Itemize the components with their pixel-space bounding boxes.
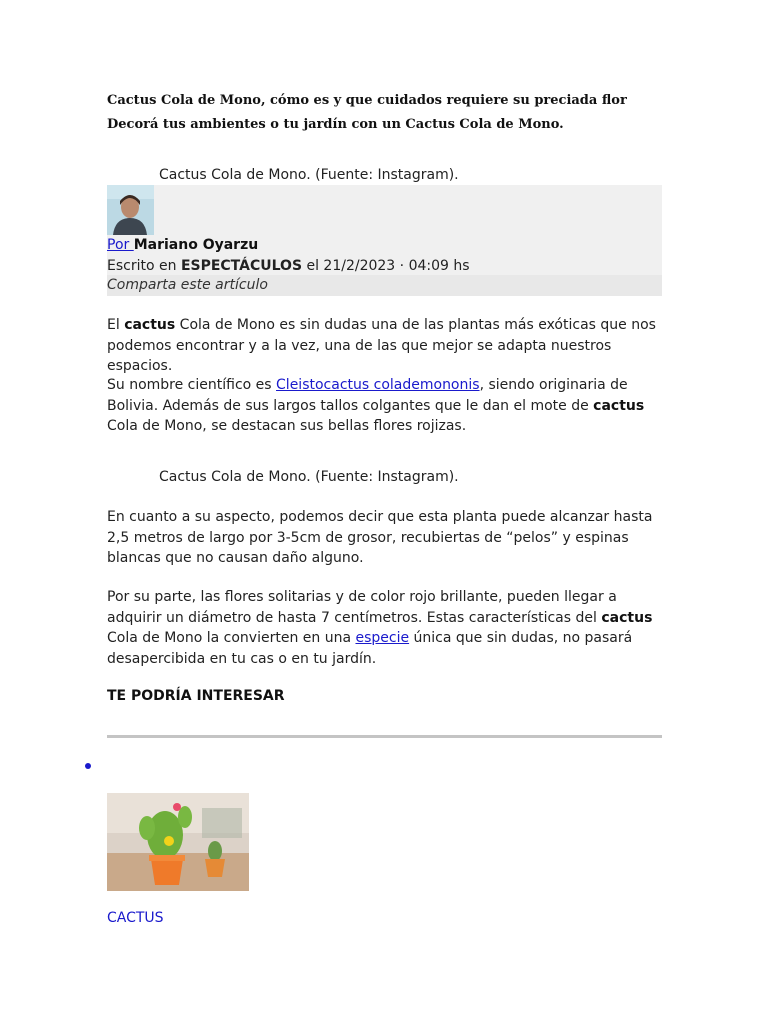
paragraph-3: En cuanto a su aspecto, podemos decir que esta planta puede alcanzar hasta 2,5 metros de largo por 3-5cm de grosor, recubiertas de “pelos” y espinas blancas que no causan daño alguno.	[107, 509, 653, 566]
author-byline	[107, 237, 258, 253]
p1-text-c: Cola de Mono es sin dudas una de las plantas más exóticas que nos podemos encontrar y a la vez, una de las que mejor se adapta nuestros espacios.	[107, 317, 656, 374]
divider	[107, 735, 662, 738]
related-thumbnail[interactable]	[107, 793, 249, 891]
publish-date: el 21/2/2023 · 04:09 hs	[302, 258, 470, 274]
share-article-label[interactable]: Comparta este artículo	[107, 275, 662, 296]
paragraph-4	[107, 587, 667, 669]
author-name: Mariano Oyarzu	[133, 237, 259, 253]
paragraph-1	[107, 315, 667, 377]
p4-bold: cactus	[601, 609, 653, 626]
author-by-link[interactable]: Por	[107, 237, 134, 253]
related-item-link[interactable]: CACTUS	[107, 910, 164, 926]
author-avatar[interactable]	[107, 185, 154, 235]
p4-text-a: Por su parte, las flores solitarias y de color rojo brillante, pueden llegar a adquirir un diámetro de hasta 7 centímetros. Estas características del	[107, 589, 617, 626]
p2-text-a: Su nombre científico es	[107, 377, 277, 393]
p1-bold: cactus	[124, 317, 176, 333]
written-prefix: Escrito en	[107, 258, 181, 274]
image-caption-2: Cactus Cola de Mono. (Fuente: Instagram).	[159, 469, 459, 485]
especie-link[interactable]: especie	[355, 630, 410, 646]
p2-text-b: , siendo originaria de Bolivia. Además de sus largos tallos colgantes que le dan el mote de	[107, 377, 628, 414]
related-heading: TE PODRÍA INTERESAR	[107, 688, 285, 704]
paragraph-2	[107, 375, 667, 437]
p2-bold: cactus	[593, 397, 645, 414]
p1-text-a: El	[107, 317, 125, 333]
scientific-name-link[interactable]: Cleistocactus colademononis	[276, 377, 480, 393]
list-bullet	[85, 763, 91, 769]
article-title: Cactus Cola de Mono, cómo es y que cuidados requiere su preciada flor	[107, 93, 627, 108]
image-caption: Cactus Cola de Mono. (Fuente: Instagram).	[159, 167, 459, 183]
section-name: ESPECTÁCULOS	[180, 258, 303, 274]
p4-text-c: única que sin dudas, no pasará desapercibida en tu cas o en tu jardín.	[107, 630, 633, 667]
p2-text-c: Cola de Mono, se destacan sus bellas flores rojizas.	[107, 418, 467, 434]
article-subtitle: Decorá tus ambientes o tu jardín con un Cactus Cola de Mono.	[107, 117, 564, 132]
article-meta	[107, 258, 470, 274]
p4-text-b: Cola de Mono la convierten en una	[107, 630, 356, 646]
author-box	[107, 185, 662, 296]
